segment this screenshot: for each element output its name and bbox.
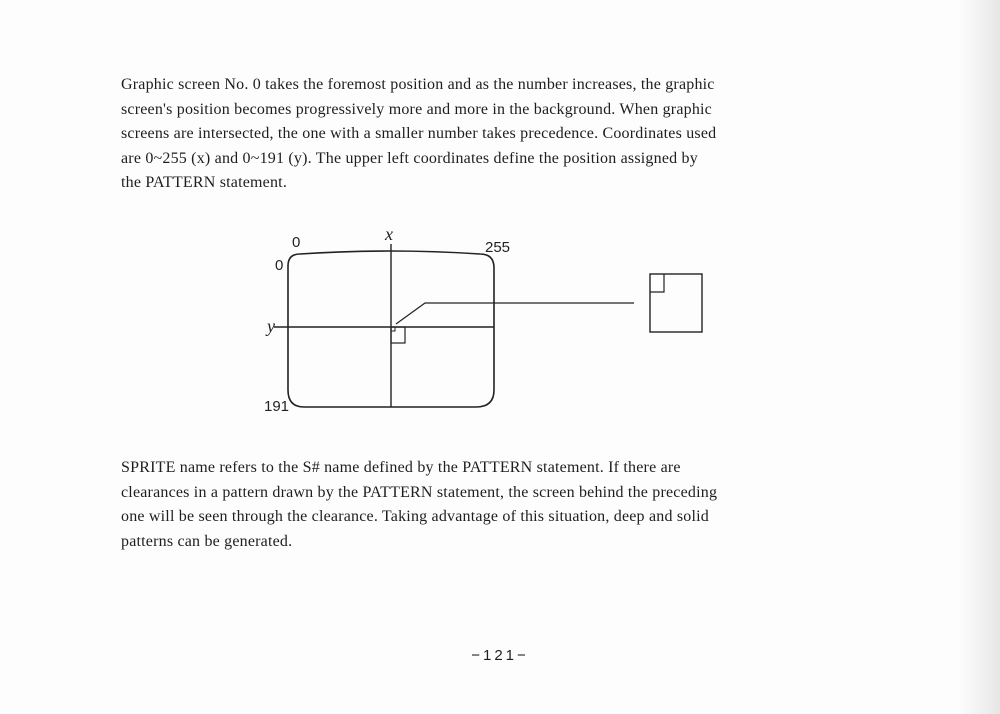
text-line: the PATTERN statement. (121, 174, 288, 191)
x-max-label: 255 (485, 239, 511, 256)
x-axis-label: x (385, 224, 393, 244)
text-line: screens are intersected, the one with a smaller number takes precedence. Coordinates used (121, 125, 717, 142)
y-min-label: 0 (275, 257, 284, 274)
text-line: Graphic screen No. 0 takes the foremost position and as the number increases, the graphic (121, 76, 715, 93)
page-number: −121− (471, 647, 529, 664)
page-edge-shadow (958, 0, 1000, 714)
sprite-small-box (391, 327, 405, 343)
screen-coordinate-diagram (240, 218, 720, 418)
text-line: SPRITE name refers to the S# name defined by the PATTERN statement. If there are (121, 459, 681, 476)
text-line: are 0~255 (x) and 0~191 (y). The upper left coordinates define the position assigned by (121, 149, 698, 167)
sprite-enlarged-corner (650, 274, 664, 292)
text-line: one will be seen through the clearance. Taking advantage of this situation, deep and solid (121, 508, 709, 525)
paragraph-graphic-screen-precedence (121, 73, 931, 196)
sprite-enlarged-box (650, 274, 702, 332)
text-line: clearances in a pattern drawn by the PATTERN statement, the screen behind the preceding (121, 483, 718, 501)
y-max-label: 191 (264, 398, 290, 415)
paragraph-sprite-name (121, 456, 931, 554)
y-axis-label: y (267, 316, 275, 336)
text-line: screen's position becomes progressively more and more in the background. When graphic (121, 100, 712, 118)
text-line: patterns can be generated. (121, 532, 293, 550)
leader-line (396, 303, 634, 324)
x-min-label: 0 (292, 234, 301, 251)
